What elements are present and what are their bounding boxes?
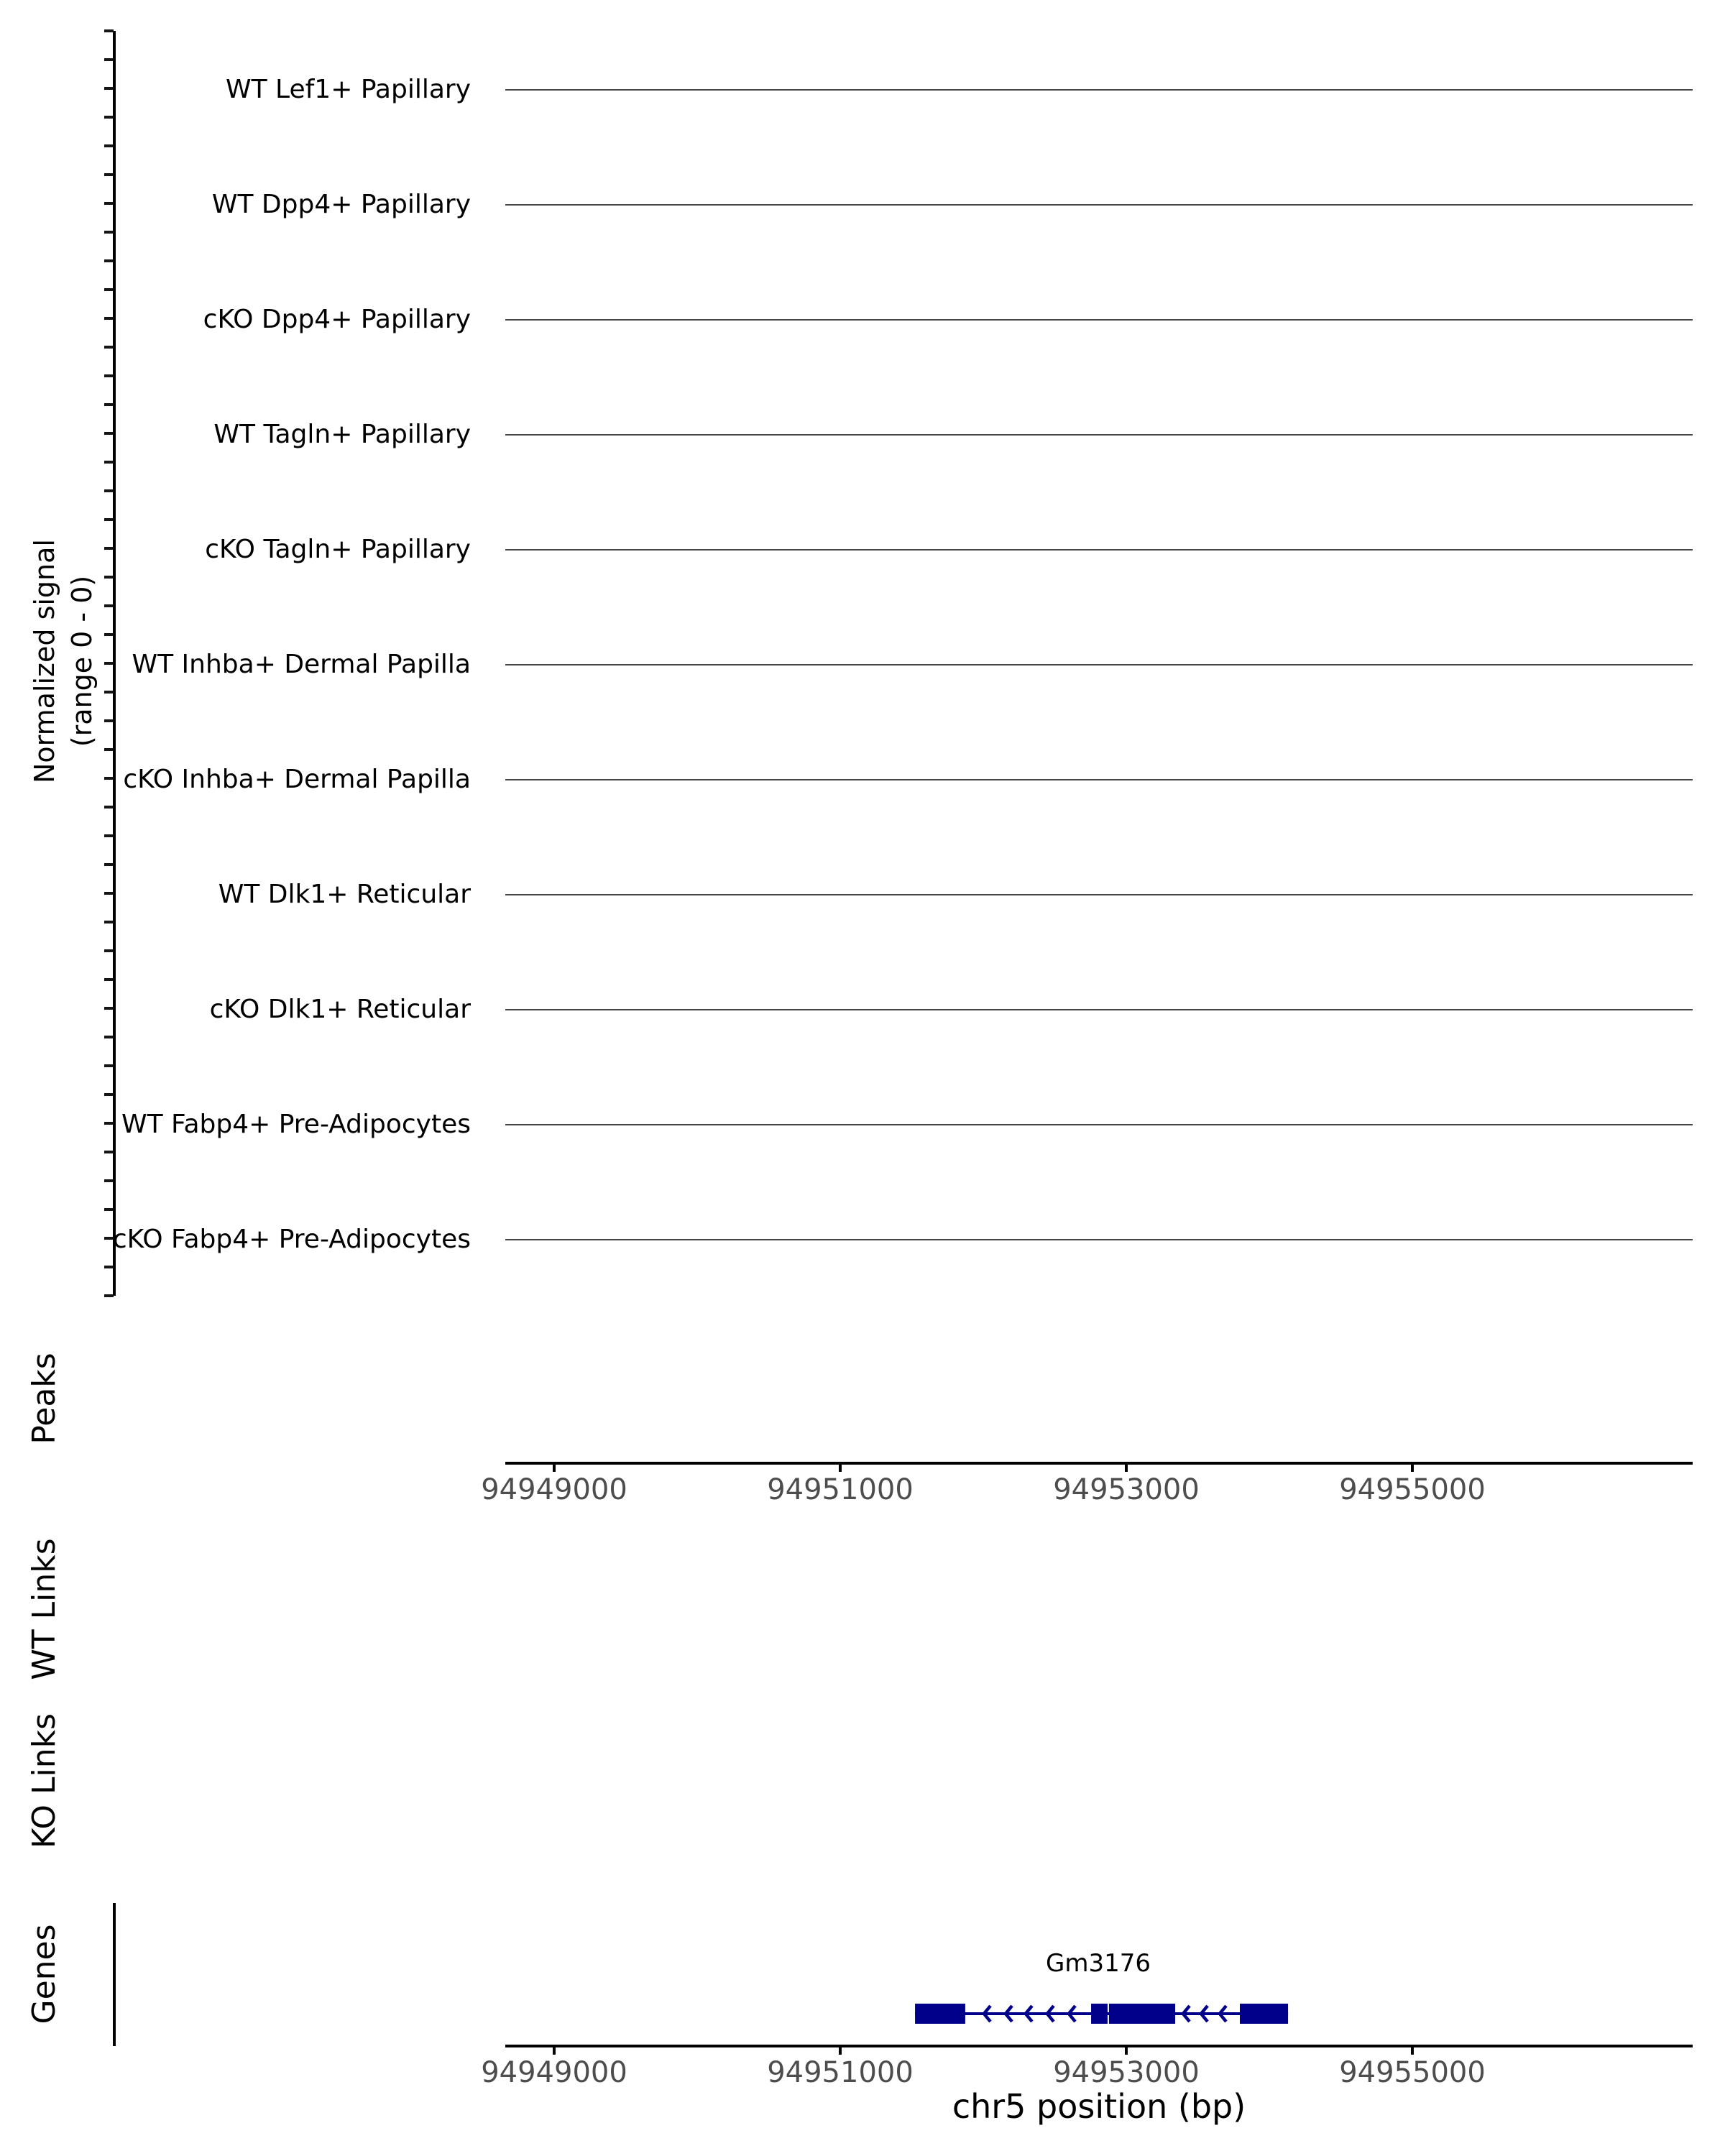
signal-y-axis-tick xyxy=(104,1036,114,1038)
signal-y-axis-tick xyxy=(104,374,114,377)
x-axis-tick-label: 94949000 xyxy=(481,2056,627,2089)
upper-x-axis-line xyxy=(505,1462,1693,1465)
track-baseline xyxy=(505,664,1693,665)
signal-y-axis-tick xyxy=(104,288,114,291)
signal-y-axis-tick xyxy=(104,691,114,694)
signal-y-axis-tick xyxy=(104,719,114,722)
signal-y-axis-tick xyxy=(104,29,114,32)
signal-y-axis-tick xyxy=(104,518,114,521)
signal-y-axis-tick xyxy=(104,576,114,579)
section-label-genes: Genes xyxy=(26,1924,63,2024)
x-axis-tick xyxy=(1125,2047,1128,2055)
x-axis-title: chr5 position (bp) xyxy=(952,2087,1246,2126)
signal-y-axis-tick xyxy=(104,403,114,406)
x-axis-tick-label: 94955000 xyxy=(1339,1473,1486,1506)
signal-y-axis-tick xyxy=(104,144,114,147)
signal-axis-label-line2: (range 0 - 0) xyxy=(66,575,98,747)
bottom-x-axis-line xyxy=(505,2045,1693,2047)
track-baseline xyxy=(505,1009,1693,1010)
gene-exon xyxy=(1109,2004,1175,2024)
section-label-wt-links: WT Links xyxy=(26,1538,63,1680)
signal-y-axis-tick xyxy=(104,1093,114,1096)
track-baseline xyxy=(505,1239,1693,1240)
signal-y-axis-tick xyxy=(104,1208,114,1211)
signal-y-axis-tick xyxy=(104,633,114,636)
track-baseline xyxy=(505,434,1693,436)
section-label-ko-links: KO Links xyxy=(26,1713,63,1849)
signal-y-axis-tick xyxy=(104,1179,114,1182)
signal-y-axis-tick xyxy=(104,748,114,751)
x-axis-tick-label: 94953000 xyxy=(1053,2056,1200,2089)
track-baseline xyxy=(505,204,1693,206)
signal-y-axis-tick xyxy=(104,58,114,61)
signal-y-axis-tick xyxy=(104,949,114,952)
gene-exon xyxy=(1240,2004,1288,2024)
track-label: WT Dlk1+ Reticular xyxy=(218,879,471,909)
track-baseline xyxy=(505,1124,1693,1125)
gene-exon xyxy=(915,2004,965,2024)
signal-y-axis-tick xyxy=(104,489,114,492)
section-label-peaks: Peaks xyxy=(26,1353,63,1445)
signal-y-axis-tick xyxy=(104,461,114,464)
gene-exon xyxy=(1091,2004,1108,2024)
signal-y-axis-tick xyxy=(104,806,114,808)
track-baseline xyxy=(505,549,1693,550)
track-label: WT Dpp4+ Papillary xyxy=(211,189,471,219)
track-label: WT Tagln+ Papillary xyxy=(213,419,471,449)
track-label: WT Inhba+ Dermal Papilla xyxy=(132,649,471,679)
x-axis-tick-label: 94951000 xyxy=(767,2056,914,2089)
x-axis-tick-label: 94953000 xyxy=(1053,1473,1200,1506)
signal-axis-label-line1: Normalized signal xyxy=(29,539,60,783)
track-label: cKO Dpp4+ Papillary xyxy=(203,304,471,334)
signal-y-axis-tick xyxy=(104,1266,114,1268)
signal-y-axis-tick xyxy=(104,604,114,607)
x-axis-tick xyxy=(839,2047,842,2055)
signal-y-axis-tick xyxy=(104,863,114,866)
x-axis-tick-label: 94949000 xyxy=(481,1473,627,1506)
x-axis-tick xyxy=(1411,1465,1414,1472)
signal-y-axis-tick xyxy=(104,231,114,234)
signal-y-axis-tick xyxy=(104,1294,114,1297)
x-axis-tick-label: 94955000 xyxy=(1339,2056,1486,2089)
track-baseline xyxy=(505,894,1693,895)
signal-y-axis-tick xyxy=(104,116,114,119)
track-label: cKO Tagln+ Papillary xyxy=(205,534,471,564)
signal-y-axis-tick xyxy=(104,259,114,262)
track-label: WT Lef1+ Papillary xyxy=(226,74,471,104)
signal-y-axis-tick xyxy=(104,1151,114,1153)
track-label: WT Fabp4+ Pre-Adipocytes xyxy=(121,1109,471,1139)
x-axis-tick xyxy=(1411,2047,1414,2055)
track-baseline xyxy=(505,319,1693,321)
signal-y-axis-tick xyxy=(104,1064,114,1067)
x-axis-tick-label: 94951000 xyxy=(767,1473,914,1506)
track-label: cKO Inhba+ Dermal Papilla xyxy=(123,764,471,794)
track-label: cKO Dlk1+ Reticular xyxy=(209,994,471,1024)
genes-panel-axis-line xyxy=(113,1903,116,2046)
track-baseline xyxy=(505,779,1693,780)
signal-y-axis-tick xyxy=(104,834,114,837)
x-axis-tick xyxy=(839,1465,842,1472)
signal-y-axis-tick xyxy=(104,921,114,923)
x-axis-tick xyxy=(553,2047,556,2055)
track-baseline xyxy=(505,89,1693,91)
signal-y-axis-tick xyxy=(104,978,114,981)
track-label: cKO Fabp4+ Pre-Adipocytes xyxy=(112,1224,471,1254)
gene-glyph xyxy=(505,1992,1693,2035)
signal-y-axis-tick xyxy=(104,346,114,349)
gene-name-label: Gm3176 xyxy=(1046,1949,1151,1978)
signal-y-axis-tick xyxy=(104,173,114,176)
x-axis-tick xyxy=(1125,1465,1128,1472)
x-axis-tick xyxy=(553,1465,556,1472)
